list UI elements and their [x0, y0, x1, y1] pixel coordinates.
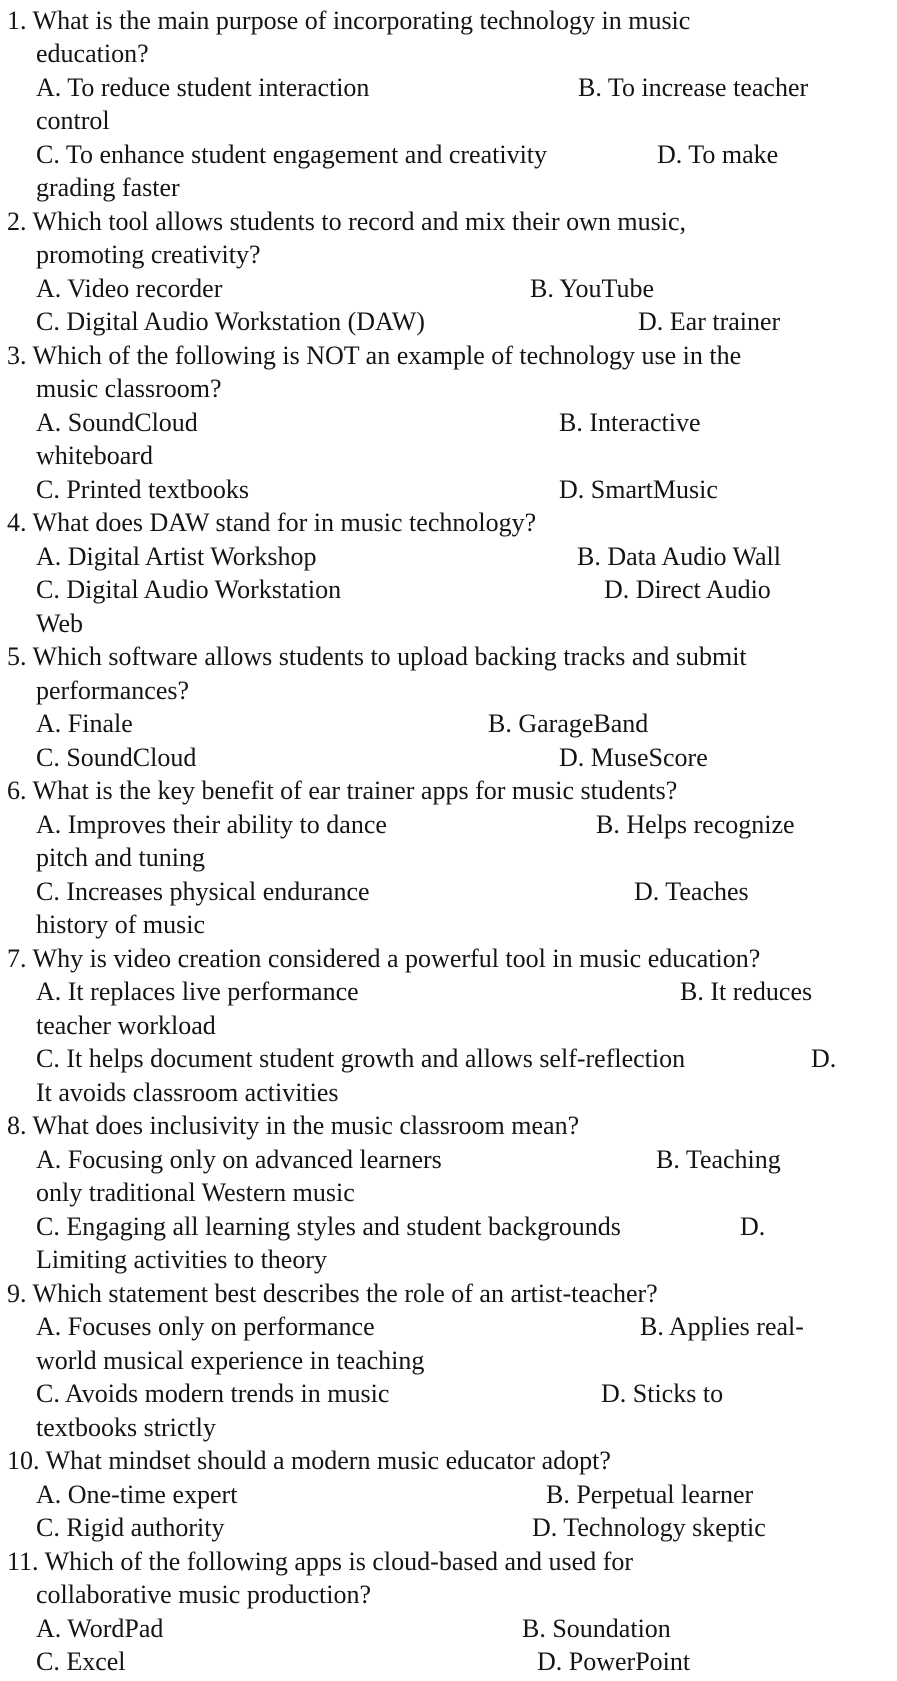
question-text: 5. Which software allows students to upload backing tracks and submit: [7, 642, 747, 671]
option-text: C. Excel: [36, 1647, 126, 1676]
option-text: C. Printed textbooks: [36, 475, 250, 504]
option-text: C. Digital Audio Workstation (DAW): [36, 307, 425, 336]
option-text: D. Sticks to: [601, 1379, 724, 1408]
option-text: C. Digital Audio Workstation: [36, 575, 342, 604]
option-text: textbooks strictly: [36, 1413, 216, 1442]
question-text: 6. What is the key benefit of ear trainer apps for music students?: [7, 776, 678, 805]
option-text: C. To enhance student engagement and creativity: [36, 140, 548, 169]
option-text: A. One-time expert: [36, 1480, 238, 1509]
question-text: 8. What does inclusivity in the music classroom mean?: [7, 1111, 580, 1140]
option-text: D. SmartMusic: [559, 475, 718, 504]
option-text: D. Direct Audio: [604, 575, 771, 604]
option-text: A. Focuses only on performance: [36, 1312, 375, 1341]
option-text: D. Teaches: [634, 877, 749, 906]
option-text: D. Technology skeptic: [532, 1513, 766, 1542]
question-text: 3. Which of the following is NOT an example of technology use in the: [7, 341, 742, 370]
option-text: A. Improves their ability to dance: [36, 810, 387, 839]
option-text: C. It helps document student growth and allows self-reflection: [36, 1044, 686, 1073]
option-text: D. PowerPoint: [537, 1647, 691, 1676]
option-text: teacher workload: [36, 1011, 216, 1040]
option-text: whiteboard: [36, 441, 153, 470]
option-text: A. Digital Artist Workshop: [36, 542, 317, 571]
option-text: pitch and tuning: [36, 843, 205, 872]
option-text: D. MuseScore: [559, 743, 708, 772]
option-text: A. Focusing only on advanced learners: [36, 1145, 442, 1174]
option-text: Web: [36, 609, 83, 638]
option-text: Limiting activities to theory: [36, 1245, 328, 1274]
option-text: B. GarageBand: [488, 709, 649, 738]
option-text: A. To reduce student interaction: [36, 73, 370, 102]
option-text: D. To make: [657, 140, 779, 169]
option-text: B. Perpetual learner: [546, 1480, 754, 1509]
question-text: collaborative music production?: [36, 1580, 372, 1609]
question-text: 9. Which statement best describes the role of an artist-teacher?: [7, 1279, 658, 1308]
question-text: 1. What is the main purpose of incorporating technology in music: [7, 6, 691, 35]
option-text: B. To increase teacher: [578, 73, 809, 102]
option-text: control: [36, 106, 110, 135]
option-text: world musical experience in teaching: [36, 1346, 425, 1375]
option-text: A. SoundCloud: [36, 408, 198, 437]
option-text: A. Finale: [36, 709, 133, 738]
question-text: education?: [36, 39, 149, 68]
option-text: C. Engaging all learning styles and student backgrounds: [36, 1212, 621, 1241]
option-text: B. Data Audio Wall: [577, 542, 781, 571]
option-text: only traditional Western music: [36, 1178, 355, 1207]
question-text: 7. Why is video creation considered a powerful tool in music education?: [7, 944, 761, 973]
option-text: B. It reduces: [680, 977, 813, 1006]
option-text: B. YouTube: [530, 274, 655, 303]
option-text: A. It replaces live performance: [36, 977, 359, 1006]
option-text: C. Avoids modern trends in music: [36, 1379, 390, 1408]
option-text: B. Applies real-: [640, 1312, 804, 1341]
option-text: A. Video recorder: [36, 274, 223, 303]
option-text: grading faster: [36, 173, 180, 202]
option-text: D.: [811, 1044, 837, 1073]
option-text: It avoids classroom activities: [36, 1078, 339, 1107]
option-text: B. Helps recognize: [596, 810, 795, 839]
question-text: 4. What does DAW stand for in music technology?: [7, 508, 537, 537]
option-text: B. Interactive: [559, 408, 701, 437]
option-text: A. WordPad: [36, 1614, 164, 1643]
option-text: D. Ear trainer: [638, 307, 781, 336]
question-text: 2. Which tool allows students to record and mix their own music,: [7, 207, 687, 236]
option-text: C. SoundCloud: [36, 743, 197, 772]
option-text: C. Increases physical endurance: [36, 877, 370, 906]
option-text: C. Rigid authority: [36, 1513, 225, 1542]
question-text: music classroom?: [36, 374, 222, 403]
option-text: D.: [740, 1212, 766, 1241]
option-text: B. Soundation: [522, 1614, 671, 1643]
question-text: 10. What mindset should a modern music educator adopt?: [7, 1446, 611, 1475]
option-text: B. Teaching: [656, 1145, 781, 1174]
question-text: performances?: [36, 676, 190, 705]
question-text: promoting creativity?: [36, 240, 261, 269]
question-text: 11. Which of the following apps is cloud-based and used for: [7, 1547, 634, 1576]
option-text: history of music: [36, 910, 205, 939]
